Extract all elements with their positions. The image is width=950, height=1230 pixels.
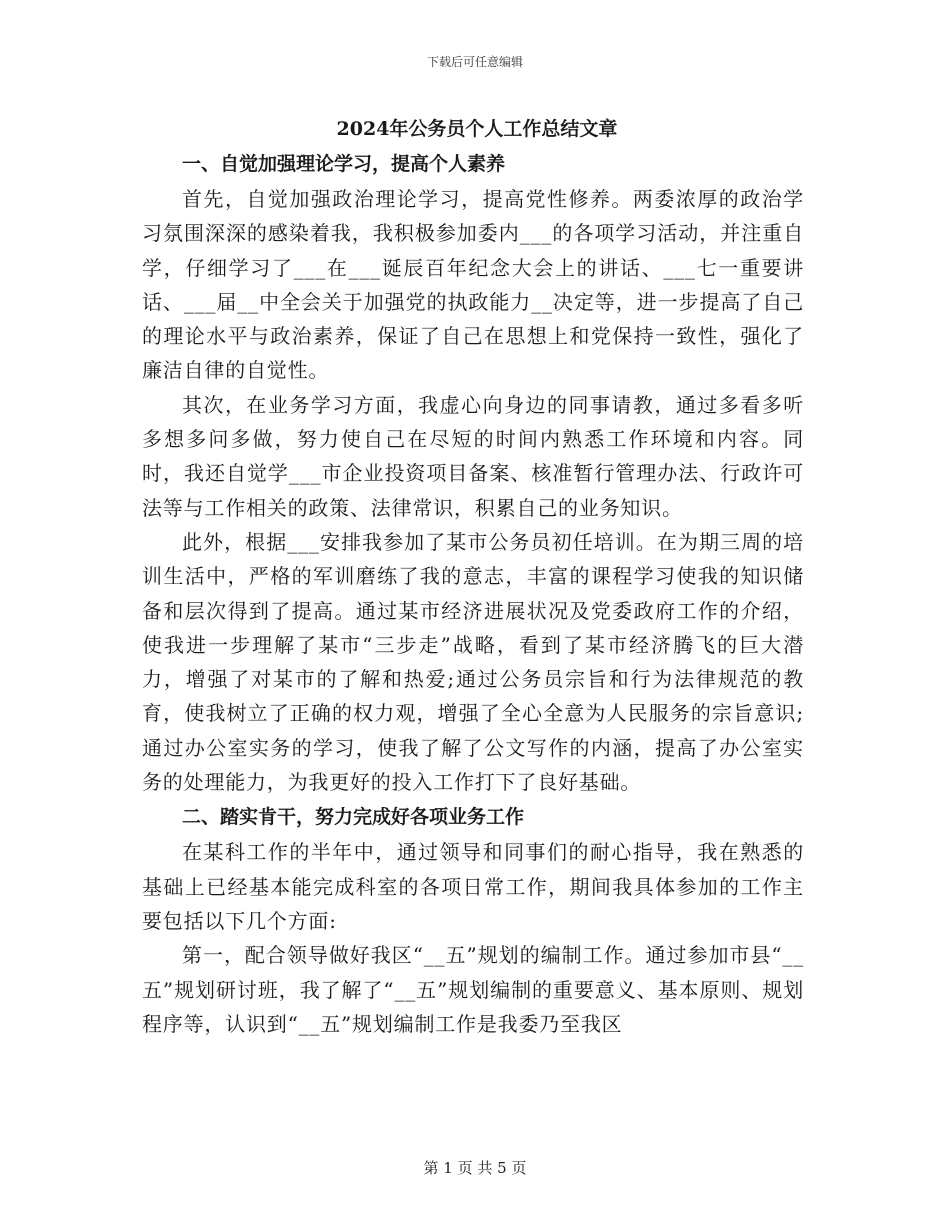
paragraph: 首先，自觉加强政治理论学习，提高党性修养。两委浓厚的政治学习氛围深深的感染着我，我积极参加委内___的各项学习活动，并注重自学，仔细学习了___在___诞辰百年纪念大会上的讲话、___七一重要讲话、___届__中全会关于加强党的执政能力__决定等，进一步提高了自己的理论水平与政治素养，保证了自己在思想上和党保持一致性，强化了廉洁自律的自觉性。 bbox=[142, 187, 804, 383]
document-title: 2024年公务员个人工作总结文章 bbox=[336, 118, 618, 140]
section-heading-1: 一、自觉加强理论学习，提高个人素养 bbox=[182, 153, 506, 175]
section-heading-2: 二、踏实肯干，努力完成好各项业务工作 bbox=[182, 806, 525, 829]
document-body bbox=[142, 112, 804, 1041]
paragraph: 第一，配合领导做好我区“__五”规划的编制工作。通过参加市县“__五”规划研讨班，我了解了“__五”规划编制的重要意义、基本原则、规划程序等，认识到“__五”规划编制工作是我委乃至我区 bbox=[142, 943, 804, 1036]
paragraph: 在某科工作的半年中，通过领导和同事们的耐心指导，我在熟悉的基础上已经基本能完成科室的各项日常工作，期间我具体参加的工作主要包括以下几个方面: bbox=[142, 840, 804, 933]
page-footer-number: 第 1 页 共 5 页 bbox=[423, 1159, 527, 1177]
paragraph: 此外，根据___安排我参加了某市公务员初任培训。在为期三周的培训生活中，严格的军训磨练了我的意志，丰富的课程学习使我的知识储备和层次得到了提高。通过某市经济进展状况及党委政府工作的介绍，使我进一步理解了某市“三步走”战略，看到了某市经济腾飞的巨大潜力，增强了对某市的了解和热爱;通过公务员宗旨和行为法律规范的教育，使我树立了正确的权力观，增强了全心全意为人民服务的宗旨意识;通过办公室实务的学习，使我了解了公文写作的内涵，提高了办公室实务的处理能力，为我更好的投入工作打下了良好基础。 bbox=[142, 529, 804, 795]
paragraph: 其次，在业务学习方面，我虚心向身边的同事请教，通过多看多听多想多问多做，努力使自己在尽短的时间内熟悉工作环境和内容。同时，我还自觉学___市企业投资项目备案、核准暂行管理办法、行政许可法等与工作相关的政策、法律常识，积累自己的业务知识。 bbox=[142, 392, 804, 520]
page-header-note: 下载后可任意编辑 bbox=[426, 55, 523, 69]
